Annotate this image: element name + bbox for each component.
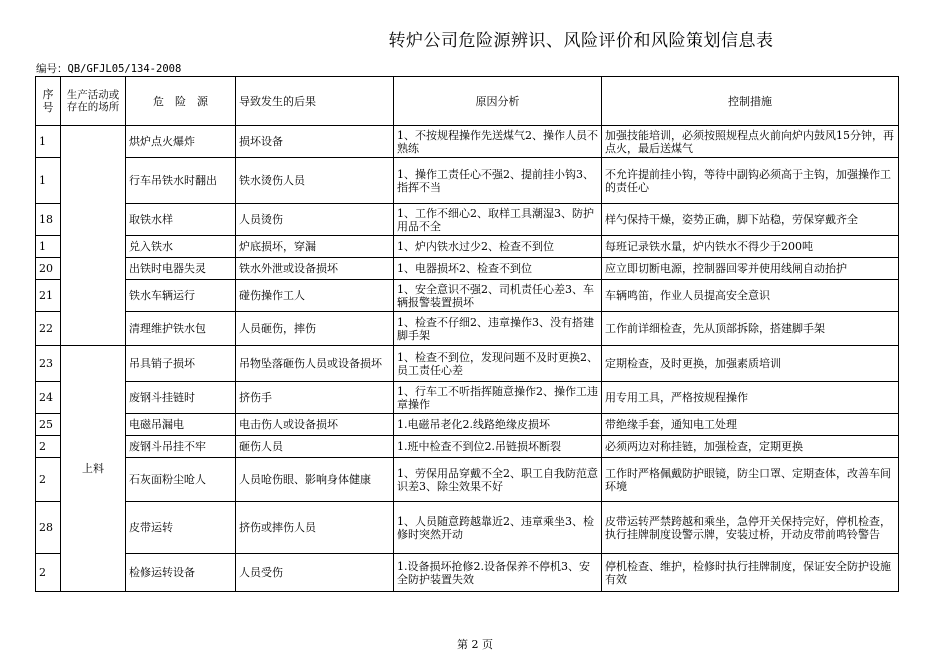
row-control: 停机检查、维护，检修时执行挂牌制度，保证安全防护设施有效	[602, 554, 899, 592]
document-number: 编号：QB/GFJL05/134-2008	[36, 63, 182, 75]
row-cause: 1、安全意识不强2、司机责任心差3、车辆报警装置损坏	[394, 280, 602, 312]
row-consequence: 挤伤或摔伤人员	[236, 502, 394, 554]
row-consequence: 人员烫伤	[236, 204, 394, 236]
row-seq: 28	[36, 502, 61, 554]
activity-group-cell	[61, 126, 126, 346]
row-cause: 1、炉内铁水过少2、检查不到位	[394, 236, 602, 258]
row-cause: 1、操作工责任心不强2、提前挂小钩3、指挥不当	[394, 158, 602, 204]
row-cause: 1、检查不到位，发现问题不及时更换2、员工责任心差	[394, 346, 602, 382]
page-number: 第 2 页	[457, 638, 493, 651]
table-row	[36, 554, 899, 592]
row-consequence: 人员砸伤，摔伤	[236, 312, 394, 346]
row-control: 每班记录铁水量，炉内铁水不得少于200吨	[602, 236, 899, 258]
table-row	[36, 258, 899, 280]
row-seq: 1	[36, 126, 61, 158]
page-title: 转炉公司危险源辨识、风险评价和风险策划信息表	[388, 31, 774, 51]
row-hazard: 检修运转设备	[126, 554, 236, 592]
row-seq: 18	[36, 204, 61, 236]
row-control: 样勺保持干燥，姿势正确，脚下站稳，劳保穿戴齐全	[602, 204, 899, 236]
table-header-row	[36, 77, 899, 126]
row-hazard: 出铁时电器失灵	[126, 258, 236, 280]
row-consequence: 挤伤手	[236, 382, 394, 414]
table-row	[36, 382, 899, 414]
row-hazard: 行车吊铁水时翻出	[126, 158, 236, 204]
row-control: 必须两边对称挂链，加强检查，定期更换	[602, 436, 899, 458]
row-consequence: 损坏设备	[236, 126, 394, 158]
row-consequence: 砸伤人员	[236, 436, 394, 458]
row-control: 应立即切断电源，控制器回零并使用线闸自动抬护	[602, 258, 899, 280]
row-consequence: 铁水外泄或设备损坏	[236, 258, 394, 280]
row-seq: 1	[36, 236, 61, 258]
row-hazard: 废钢斗吊挂不牢	[126, 436, 236, 458]
row-consequence: 铁水烫伤人员	[236, 158, 394, 204]
table-row	[36, 436, 899, 458]
row-control: 工作前详细检查，先从顶部拆除，搭建脚手架	[602, 312, 899, 346]
row-hazard: 烘炉点火爆炸	[126, 126, 236, 158]
row-consequence: 碰伤操作工人	[236, 280, 394, 312]
row-cause: 1、行车工不听指挥随意操作2、操作工违章操作	[394, 382, 602, 414]
row-hazard: 电磁吊漏电	[126, 414, 236, 436]
table-row	[36, 502, 899, 554]
row-control: 加强技能培训，必须按照规程点火前向炉内鼓风15分钟，再点火，最后送煤气	[602, 126, 899, 158]
row-control: 工作时严格佩戴防护眼镜，防尘口罩、定期查体，改善车间环境	[602, 458, 899, 502]
table-row	[36, 158, 899, 204]
column-header-hazard: 危 险 源	[126, 77, 236, 126]
row-consequence: 人员呛伤眼、影响身体健康	[236, 458, 394, 502]
row-seq: 2	[36, 458, 61, 502]
row-hazard: 吊具销子损坏	[126, 346, 236, 382]
row-seq: 1	[36, 158, 61, 204]
row-seq: 23	[36, 346, 61, 382]
column-header-seq: 序号	[36, 77, 61, 126]
row-hazard: 皮带运转	[126, 502, 236, 554]
row-hazard: 清理维护铁水包	[126, 312, 236, 346]
column-header-control: 控制措施	[602, 77, 899, 126]
activity-group-cell: 上料	[61, 346, 126, 592]
row-seq: 20	[36, 258, 61, 280]
row-hazard: 取铁水样	[126, 204, 236, 236]
table-row	[36, 126, 899, 158]
row-control: 不允许提前挂小钩，等待中副钩必须高于主钩，加强操作工的责任心	[602, 158, 899, 204]
row-control: 带绝缘手套，通知电工处理	[602, 414, 899, 436]
row-hazard: 石灰面粉尘呛人	[126, 458, 236, 502]
row-consequence: 炉底损坏，穿漏	[236, 236, 394, 258]
row-cause: 1、劳保用品穿戴不全2、职工自我防范意识差3、除尘效果不好	[394, 458, 602, 502]
row-hazard: 兑入铁水	[126, 236, 236, 258]
row-seq: 21	[36, 280, 61, 312]
row-cause: 1、工作不细心2、取样工具潮湿3、防护用品不全	[394, 204, 602, 236]
row-cause: 1.班中检查不到位2.吊链损坏断裂	[394, 436, 602, 458]
column-header-activity: 生产活动或存在的场所	[61, 77, 126, 126]
column-header-cause: 原因分析	[394, 77, 602, 126]
row-consequence: 人员受伤	[236, 554, 394, 592]
table-row	[36, 414, 899, 436]
row-consequence: 电击伤人或设备损坏	[236, 414, 394, 436]
row-cause: 1、电器损坏2、检查不到位	[394, 258, 602, 280]
row-hazard: 铁水车辆运行	[126, 280, 236, 312]
row-cause: 1、不按规程操作先送煤气2、操作人员不熟练	[394, 126, 602, 158]
table-row	[36, 204, 899, 236]
row-seq: 24	[36, 382, 61, 414]
row-control: 皮带运转严禁跨越和乘坐，急停开关保持完好，停机检查，执行挂牌制度设警示牌，安装过桥，开动皮带前鸣铃警告	[602, 502, 899, 554]
row-cause: 1.设备损坏抢修2.设备保养不停机3、安全防护装置失效	[394, 554, 602, 592]
row-cause: 1、人员随意跨越靠近2、违章乘坐3、检修时突然开动	[394, 502, 602, 554]
table-row	[36, 280, 899, 312]
hazard-table	[35, 76, 899, 592]
row-hazard: 废钢斗挂链时	[126, 382, 236, 414]
table-row	[36, 236, 899, 258]
row-seq: 2	[36, 436, 61, 458]
row-control: 定期检查，及时更换，加强素质培训	[602, 346, 899, 382]
row-cause: 1、检查不仔细2、违章操作3、没有搭建脚手架	[394, 312, 602, 346]
table-row	[36, 312, 899, 346]
row-consequence: 吊物坠落砸伤人员或设备损坏	[236, 346, 394, 382]
row-control: 用专用工具，严格按规程操作	[602, 382, 899, 414]
table-row	[36, 346, 899, 382]
row-seq: 25	[36, 414, 61, 436]
table-row	[36, 458, 899, 502]
row-seq: 2	[36, 554, 61, 592]
row-control: 车辆鸣笛，作业人员提高安全意识	[602, 280, 899, 312]
column-header-consequence: 导致发生的后果	[236, 77, 394, 126]
row-cause: 1.电磁吊老化2.线路绝缘皮损坏	[394, 414, 602, 436]
row-seq: 22	[36, 312, 61, 346]
